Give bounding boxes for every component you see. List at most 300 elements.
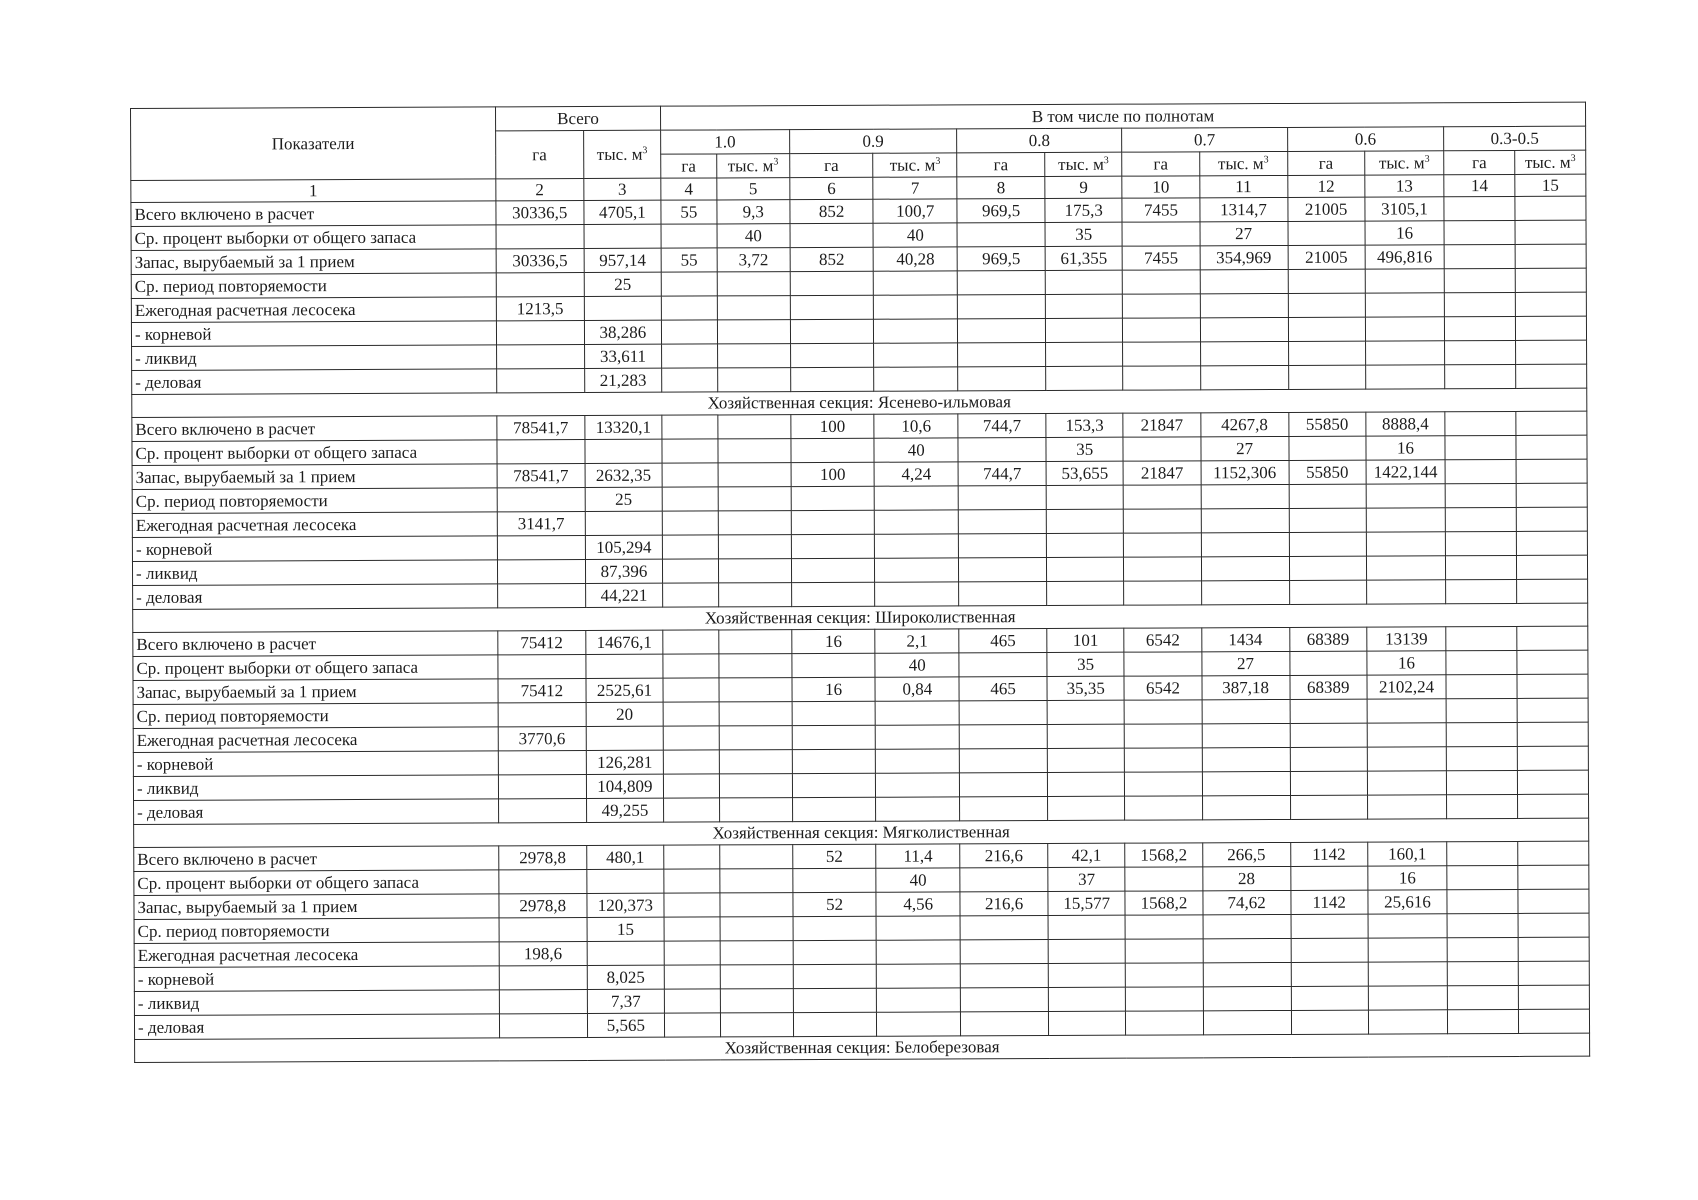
table-cell — [958, 367, 1046, 391]
table-cell: 2978,8 — [499, 846, 587, 870]
table-cell — [1516, 555, 1587, 579]
table-cell — [1516, 483, 1587, 507]
table-cell: 87,396 — [585, 559, 662, 583]
table-cell: 55850 — [1288, 412, 1365, 436]
unit-volume-text: тыс. м — [1524, 152, 1571, 172]
table-cell — [717, 368, 790, 392]
table-cell: 969,5 — [957, 247, 1045, 271]
table-cell — [960, 916, 1048, 940]
table-cell — [1202, 723, 1290, 747]
unit-volume — [1199, 151, 1287, 175]
table-cell — [875, 534, 959, 558]
table-cell — [1124, 533, 1201, 557]
table-cell: 53,655 — [1046, 461, 1123, 485]
table-cell — [1048, 772, 1125, 796]
column-number: 3 — [584, 178, 661, 200]
table-cell: 9,3 — [717, 200, 790, 224]
table-cell — [661, 272, 717, 296]
table-cell — [1125, 939, 1202, 963]
table-cell — [720, 965, 793, 989]
table-cell: 38,286 — [584, 320, 661, 344]
table-cell — [793, 940, 877, 964]
table-cell — [1126, 987, 1203, 1011]
table-cell — [958, 534, 1046, 558]
table-cell — [874, 271, 958, 295]
table-cell — [1446, 626, 1517, 650]
table-cell: 14676,1 — [586, 630, 663, 654]
column-number: 4 — [661, 178, 717, 200]
table-cell: 1314,7 — [1199, 197, 1287, 221]
table-cell — [496, 273, 584, 297]
table-cell — [1444, 244, 1515, 268]
row-label: Ср. период повторяемости — [133, 703, 498, 729]
row-label: Ежегодная расчетная лесосека — [131, 297, 496, 323]
unit-volume-text: тыс. м — [1217, 154, 1264, 174]
table-cell — [1201, 556, 1289, 580]
table-cell — [1518, 937, 1589, 961]
table-cell — [499, 990, 587, 1014]
table-cell — [718, 439, 791, 463]
unit-volume-sup: 3 — [1424, 153, 1430, 165]
column-number: 2 — [496, 179, 584, 201]
table-cell: 40 — [717, 224, 790, 248]
table-cell: 2525,61 — [586, 678, 663, 702]
table-cell — [584, 224, 661, 248]
table-cell: 2102,24 — [1367, 675, 1446, 699]
table-cell — [1365, 341, 1444, 365]
table-cell — [662, 368, 718, 392]
table-cell: 1568,2 — [1125, 843, 1202, 867]
column-number: 6 — [790, 177, 874, 199]
row-label: - ликвид — [132, 560, 497, 586]
table-cell — [1447, 913, 1518, 937]
table-cell: 0,84 — [875, 677, 959, 701]
row-label: - корневой — [131, 321, 496, 347]
row-label: Ежегодная расчетная лесосека — [132, 512, 497, 538]
table-cell — [1288, 293, 1365, 317]
table-cell: 104,809 — [586, 774, 663, 798]
table-cell — [1366, 580, 1445, 604]
table-cell — [1201, 532, 1289, 556]
column-number: 10 — [1122, 176, 1199, 198]
table-cell — [959, 725, 1047, 749]
unit-volume-text: тыс. м — [1058, 154, 1104, 174]
footer-section-title: Хозяйственная секция: Белоберезовая — [135, 1033, 1590, 1062]
table-cell — [791, 438, 875, 462]
row-label: Запас, вырубаемый за 1 прием — [132, 464, 497, 490]
table-cell: 7,37 — [587, 989, 664, 1013]
table-cell — [1203, 938, 1291, 962]
table-cell — [1515, 196, 1586, 220]
row-label: - деловая — [133, 584, 498, 610]
row-label: Запас, вырубаемый за 1 прием — [131, 249, 496, 275]
unit-volume-sup: 3 — [1570, 153, 1576, 165]
table-cell — [959, 582, 1047, 606]
table-cell: 27 — [1201, 651, 1289, 675]
table-cell — [1123, 342, 1200, 366]
table-cell — [1200, 269, 1288, 293]
table-cell — [719, 654, 792, 678]
table-cell: 1152,306 — [1201, 460, 1289, 484]
table-cell: 1142 — [1290, 842, 1367, 866]
table-cell — [1289, 532, 1366, 556]
table-cell — [1518, 889, 1589, 913]
table-cell: 4267,8 — [1200, 412, 1288, 436]
table-cell — [717, 344, 790, 368]
unit-volume — [1045, 152, 1122, 176]
table-cell — [1046, 366, 1123, 390]
table-cell — [1125, 772, 1202, 796]
table-cell — [1446, 722, 1517, 746]
table-cell: 21847 — [1123, 413, 1200, 437]
table-cell — [1516, 411, 1587, 435]
table-cell: 16 — [1368, 866, 1447, 890]
table-cell: 100,7 — [873, 199, 957, 223]
table-cell: 744,7 — [958, 414, 1046, 438]
table-cell: 7455 — [1122, 246, 1199, 270]
table-cell: 27 — [1200, 221, 1288, 245]
table-cell: 480,1 — [586, 845, 663, 869]
table-cell: 13320,1 — [585, 415, 662, 439]
table-cell — [874, 319, 958, 343]
table-cell — [1445, 411, 1516, 435]
table-cell — [960, 988, 1048, 1012]
table-cell — [718, 559, 791, 583]
table-cell — [874, 343, 958, 367]
column-number: 13 — [1365, 175, 1444, 197]
table-cell: 52 — [793, 892, 877, 916]
table-cell — [662, 487, 718, 511]
table-cell — [718, 583, 791, 607]
table-cell: 35 — [1047, 652, 1124, 676]
table-cell — [790, 319, 874, 343]
table-cell: 49,255 — [586, 798, 663, 822]
table-cell — [1047, 748, 1124, 772]
table-cell — [719, 726, 792, 750]
table-cell — [793, 964, 877, 988]
unit-volume-sup: 3 — [935, 155, 941, 167]
table-cell — [1447, 889, 1518, 913]
table-cell — [1516, 340, 1587, 364]
table-cell: 40 — [875, 653, 959, 677]
table-cell: 30336,5 — [496, 201, 584, 225]
table-cell — [1368, 962, 1447, 986]
table-cell — [1125, 915, 1202, 939]
table-cell — [1366, 532, 1445, 556]
table-cell — [1290, 771, 1367, 795]
table-cell — [497, 584, 585, 608]
table-cell: 21,283 — [584, 368, 661, 392]
table-cell — [664, 941, 720, 965]
table-cell: 40 — [874, 438, 958, 462]
density-header: 0.8 — [957, 128, 1122, 153]
table-cell — [1201, 508, 1289, 532]
table-cell: 16 — [792, 677, 876, 701]
table-cell — [1515, 244, 1586, 268]
table-cell: 6542 — [1124, 676, 1201, 700]
table-cell — [793, 868, 877, 892]
table-cell — [1126, 963, 1203, 987]
table-cell — [1289, 580, 1366, 604]
table-cell — [664, 845, 720, 869]
table-cell — [876, 773, 960, 797]
table-cell — [1123, 318, 1200, 342]
table-cell — [792, 773, 876, 797]
table-cell: 744,7 — [958, 462, 1046, 486]
unit-volume-sup: 3 — [1103, 155, 1109, 167]
table-cell — [719, 678, 792, 702]
table-cell — [1201, 484, 1289, 508]
table-cell — [1203, 962, 1291, 986]
table-cell — [1515, 316, 1586, 340]
table-cell — [790, 223, 874, 247]
table-cell — [585, 439, 662, 463]
table-cell: 101 — [1047, 628, 1124, 652]
table-cell — [1447, 794, 1518, 818]
table-cell — [1291, 962, 1368, 986]
density-header: 0.9 — [789, 129, 956, 154]
table-cell: 3141,7 — [497, 512, 585, 536]
table-cell — [1202, 747, 1290, 771]
table-cell — [664, 869, 720, 893]
table-cell — [1203, 986, 1291, 1010]
table-cell — [1518, 841, 1589, 865]
table-cell — [662, 511, 718, 535]
table-cell — [717, 272, 790, 296]
table-cell — [1447, 746, 1518, 770]
table-cell — [1444, 196, 1515, 220]
table-cell: 74,62 — [1203, 890, 1291, 914]
table-cell — [1515, 292, 1586, 316]
table-cell — [960, 940, 1048, 964]
table-cell — [1288, 365, 1365, 389]
table-cell: 1568,2 — [1125, 891, 1202, 915]
table-cell — [661, 224, 717, 248]
table-cell: 35 — [1045, 222, 1122, 246]
table-cell — [1045, 294, 1122, 318]
table-cell — [1125, 724, 1202, 748]
table-cell — [663, 630, 719, 654]
table-cell — [1124, 581, 1201, 605]
row-label: Ср. процент выборки от общего запаса — [133, 655, 498, 681]
table-cell — [585, 511, 662, 535]
table-cell: 25 — [584, 272, 661, 296]
table-cell — [877, 1012, 961, 1036]
table-cell — [1516, 435, 1587, 459]
table-cell — [1202, 795, 1290, 819]
table-cell — [718, 535, 791, 559]
table-cell — [664, 893, 720, 917]
table-cell: 2632,35 — [585, 463, 662, 487]
table-cell — [1289, 651, 1366, 675]
table-cell: 2978,8 — [499, 894, 587, 918]
table-cell — [1123, 294, 1200, 318]
table-cell — [876, 797, 960, 821]
unit-volume-sup: 3 — [1263, 154, 1269, 166]
table-cell: 5,565 — [587, 1013, 664, 1037]
table-cell: 78541,7 — [497, 416, 585, 440]
table-cell — [958, 438, 1046, 462]
table-cell — [1200, 365, 1288, 389]
table-cell — [793, 1012, 877, 1036]
table-cell — [498, 799, 586, 823]
table-cell: 55850 — [1289, 460, 1366, 484]
table-cell — [1123, 270, 1200, 294]
table-body — [131, 196, 1590, 1062]
table-cell — [1367, 795, 1446, 819]
table-cell — [1291, 914, 1368, 938]
table-cell: 4,24 — [874, 462, 958, 486]
table-cell — [1046, 485, 1123, 509]
table-cell — [1123, 366, 1200, 390]
table-cell — [720, 989, 793, 1013]
unit-ha: га — [1122, 152, 1199, 176]
table-cell — [959, 653, 1047, 677]
table-cell — [587, 869, 664, 893]
density-header: 1.0 — [661, 130, 790, 155]
table-cell — [1289, 508, 1366, 532]
table-cell — [586, 654, 663, 678]
table-cell: 1422,144 — [1366, 460, 1445, 484]
table-cell — [497, 536, 585, 560]
table-cell — [1517, 746, 1588, 770]
table-cell: 852 — [790, 247, 874, 271]
table-cell — [1122, 222, 1199, 246]
unit-volume-text: тыс. м — [889, 155, 936, 175]
table-cell — [1445, 364, 1516, 388]
table-cell — [1048, 987, 1125, 1011]
table-cell — [1517, 650, 1588, 674]
table-cell: 465 — [959, 629, 1047, 653]
table-cell — [586, 726, 663, 750]
table-cell — [1125, 748, 1202, 772]
table-cell — [1202, 771, 1290, 795]
table-cell — [876, 916, 960, 940]
table-cell: 100 — [791, 462, 875, 486]
table-cell — [875, 486, 959, 510]
header-by-density: В том числе по полнотам — [661, 102, 1586, 130]
table-cell — [961, 1012, 1049, 1036]
row-label: Ср. период повторяемости — [131, 273, 496, 299]
table-cell — [1444, 268, 1515, 292]
row-label: - корневой — [134, 966, 499, 992]
table-cell — [1446, 674, 1517, 698]
table-cell — [959, 749, 1047, 773]
table-cell — [1048, 915, 1125, 939]
table-cell: 465 — [959, 677, 1047, 701]
table-cell — [1124, 700, 1201, 724]
table-cell — [1290, 699, 1367, 723]
table-cell — [1515, 220, 1586, 244]
table-cell — [719, 630, 792, 654]
table-cell — [1366, 484, 1445, 508]
table-cell — [1518, 985, 1589, 1009]
row-label: Ср. процент выборки от общего запаса — [134, 870, 499, 896]
table-cell: 175,3 — [1045, 198, 1122, 222]
table-cell: 11,4 — [876, 844, 960, 868]
unit-ha: га — [1444, 150, 1515, 174]
table-cell: 52 — [792, 844, 876, 868]
table-cell — [958, 510, 1046, 534]
table-cell: 20 — [586, 702, 663, 726]
table-cell — [1515, 268, 1586, 292]
table-cell — [875, 582, 959, 606]
table-cell — [958, 319, 1046, 343]
table-cell — [496, 225, 584, 249]
table-cell — [662, 415, 718, 439]
table-cell: 160,1 — [1368, 842, 1447, 866]
table-cell — [498, 751, 586, 775]
header-total: Всего — [495, 106, 660, 131]
table-cell — [497, 560, 585, 584]
table-cell: 496,816 — [1365, 245, 1444, 269]
table-cell — [720, 845, 793, 869]
table-cell — [1366, 508, 1445, 532]
table-cell: 78541,7 — [497, 464, 585, 488]
column-number: 1 — [131, 179, 496, 203]
table-cell — [1290, 795, 1367, 819]
section-title: Хозяйственная секция: Широколиственная — [133, 603, 1588, 632]
table-cell: 30336,5 — [496, 249, 584, 273]
table-cell — [1124, 509, 1201, 533]
unit-volume-sup: 3 — [773, 156, 779, 168]
table-cell — [1367, 699, 1446, 723]
table-cell: 40 — [876, 868, 960, 892]
table-cell — [1123, 437, 1200, 461]
table-cell — [1288, 317, 1365, 341]
section-title: Хозяйственная секция: Мягколиственная — [134, 818, 1589, 847]
table-cell — [1125, 867, 1202, 891]
table-cell: 55 — [661, 200, 717, 224]
table-cell — [1047, 557, 1124, 581]
table-cell — [587, 941, 664, 965]
table-cell — [877, 988, 961, 1012]
table-cell: 266,5 — [1202, 842, 1290, 866]
table-cell — [663, 774, 719, 798]
table-cell — [1047, 581, 1124, 605]
table-cell — [661, 320, 717, 344]
row-label: - ликвид — [133, 775, 498, 801]
table-cell — [1368, 914, 1447, 938]
table-cell — [1047, 724, 1124, 748]
row-label: Ср. процент выборки от общего запаса — [131, 225, 496, 251]
table-cell: 6542 — [1124, 628, 1201, 652]
row-label: - деловая — [132, 369, 497, 395]
table-cell — [877, 940, 961, 964]
column-number: 12 — [1287, 175, 1364, 197]
table-cell: 4705,1 — [584, 200, 661, 224]
table-cell — [719, 774, 792, 798]
row-label: Всего включено в расчет — [131, 201, 496, 227]
table-cell — [1123, 485, 1200, 509]
table-cell — [791, 558, 875, 582]
table-cell — [720, 941, 793, 965]
table-cell: 852 — [790, 199, 874, 223]
table-cell — [1289, 556, 1366, 580]
table-cell — [499, 966, 587, 990]
table-cell — [584, 296, 661, 320]
table-cell — [1289, 436, 1366, 460]
table-cell — [1288, 341, 1365, 365]
table-cell — [1046, 509, 1123, 533]
table-cell — [1291, 1010, 1368, 1034]
header-total-ha: га — [495, 131, 583, 179]
table-cell: 75412 — [498, 631, 586, 655]
row-label: - деловая — [134, 799, 499, 825]
table-cell — [1445, 483, 1516, 507]
table-cell — [1518, 1009, 1589, 1033]
table-cell: 387,18 — [1202, 675, 1290, 699]
